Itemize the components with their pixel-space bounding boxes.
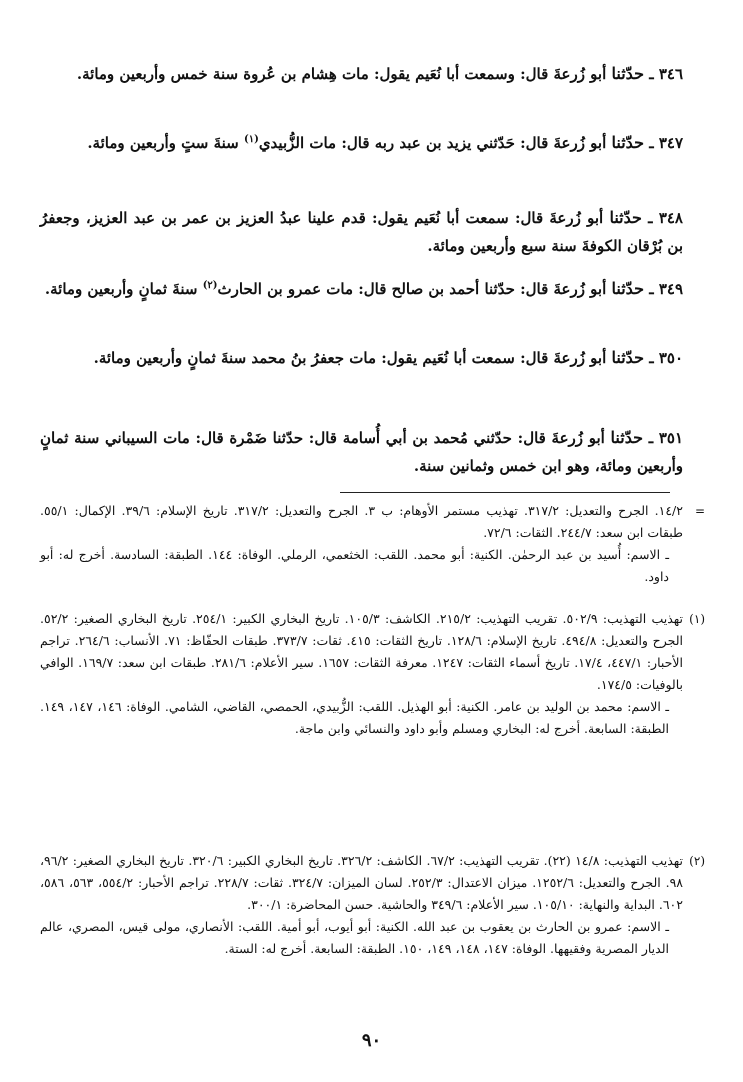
entry-346 [40, 60, 683, 88]
entry-text: أبو زُرعةَ قال: وسمعت أبا نُعَيم يقول: مات هِشام بن عُروة سنة خمس وأربعين ومائة. [76, 65, 607, 83]
entry-number: ٣٥١ ـ [648, 429, 683, 447]
entry-number: ٣٤٦ ـ [649, 65, 683, 83]
footnote-line: ـ الاسم: عمرو بن الحارث بن يعقوب بن عبد الله. الكنية: أبو أيوب، أبو أمية. اللقب: الأنصاري، مولى قيس، المصري، عالم الديار المصرية وفقيهها. الوفاة: ١٤٧، ١٤٨، ١٤٩، ١٥٠. الطبقة: السابعة. أخرج له: الستة. [40, 919, 669, 956]
footnote-2 [40, 850, 705, 960]
entry-heading: حدّثنا [611, 348, 644, 367]
entry-number: ٣٥٠ ـ [649, 349, 683, 367]
footnote-1 [40, 608, 705, 740]
footnote-mark: (٢) [689, 854, 705, 868]
entry-heading: حدّثنا [610, 428, 643, 447]
footnote-continued [40, 500, 705, 588]
entry-text-cont: سنةَ ثمانٍ وأربعين ومائة. [44, 280, 198, 298]
entry-351 [40, 424, 683, 480]
entry-heading: حدّثنا [609, 208, 642, 227]
footnote-separator [340, 492, 670, 493]
footnote-line: تهذيب التهذيب: ١٤/٨ (٢٢). تقريب التهذيب: ٦٧/٢. الكاشف: ٣٢٦/٢. تاريخ البخاري الكبير: ٣٢٠/٦. تاريخ البخاري الصغير: ٩٦/٢، ٩٨. الجرح والتعديل: ١٢٥٢/٦. ميزان الاعتدال: ٢٥٢/٣. لسان الميزان: ٣٢٤/٧. ثقات: ٢٢٨/٧. تراجم الأحبار: ٥٥٤/٢، ٥٦٣، ٥٨٦، ٦٠٢. البداية والنهاية: ١٠٥/١٠. سير الأعلام: ٣٤٩/٦ والحاشية. حسن المحاضرة: ٣٠٠/١. [40, 853, 683, 912]
entry-number: ٣٤٧ ـ [649, 134, 683, 152]
footnote-line: ـ الاسم: أُسيد بن عبد الرحمٰن. الكنية: أبو محمد. اللقب: الخثعمي، الرملي. الوفاة: ١٤٤. الطبقة: السادسة. أخرج له: أبو داود. [40, 547, 670, 584]
entry-348 [40, 204, 683, 260]
entry-heading: حدّثنا [611, 64, 644, 83]
page-number: ٩٠ [361, 1030, 382, 1051]
footnote-line: ١٤/٢. الجرح والتعديل: ٣١٧/٢. تهذيب مستمر الأوهام: ب ٣. الجرح والتعديل: ٣١٧/٢. تاريخ الإسلام: ٣٩/٦. الإكمال: ٥٥/١. طبقات ابن سعد: ٢٤٤/٧. الثقات: ٧٢/٦. [40, 503, 683, 540]
footnote-ref[interactable]: (١) [243, 134, 259, 145]
footnote-line: ـ الاسم: محمد بن الوليد بن عامر. الكنية: أبو الهذيل. اللقب: الزُّبيدي، الحمصي، القاضي، الشامي. الوفاة: ١٤٦، ١٤٧، ١٤٩. الطبقة: السابعة. أخرج له: البخاري ومسلم وأبو داود والنسائي وابن ماجة. [40, 699, 669, 736]
entry-heading: حدّثنا [611, 133, 644, 152]
entry-text: أبو زُرعةَ قال: حدّثنا أحمد بن صالح قال: مات عمرو بن الحارث [217, 280, 607, 298]
entry-number: ٣٤٩ ـ [649, 280, 683, 298]
entry-350 [40, 344, 683, 372]
entry-text: أبو زُرعةَ قال: حَدّثني يزيد بن عبد ربه قال: مات الزُّبيدي [258, 134, 607, 152]
footnote-mark: (١) [689, 612, 705, 626]
entry-text: أبو زُرعةَ قال: حدّثني مُحمد بن أبي أُسامة قال: حدّثنا ضَمْرة قال: مات السيباني سنة ثمانٍ وأربعين ومائة، وهو ابن خمس وثمانين سنة. [40, 429, 683, 475]
entry-text: أبو زُرعةَ قال: سمعت أبا نُعَيم يقول: مات جعفرُ بنُ محمد سنةَ ثمانٍ وأربعين ومائة. [93, 349, 607, 367]
entry-text-cont: سنةَ ستٍ وأربعين ومائة. [87, 134, 239, 152]
footnote-line: تهذيب التهذيب: ٥٠٢/٩. تقريب التهذيب: ٢١٥/٢. الكاشف: ١٠٥/٣. تاريخ البخاري الكبير: ٢٥٤/١. تاريخ البخاري الصغير: ٥٢/٢. الجرح والتعديل: ٤٩٤/٨. تاريخ الإسلام: ١٢٨/٦. تاريخ الثقات: ٤١٥. ثقات: ٣٧٣/٧. طبقات الحفّاظ: ٧١. الأنساب: ٢٦٤/٦. تراجم الأحبار: ٤٤٧/١، ١٧/٤. تاريخ أسماء الثقات: ١٢٤٧. معرفة الثقات: ١٦٥٧. سير الأعلام: ٢٨١/٦. طبقات ابن سعد: ١٦٩/٧. الوافي بالوفيات: ١٧٤/٥. [40, 611, 684, 692]
footnote-ref[interactable]: (٢) [202, 280, 218, 291]
entry-349 [40, 272, 683, 303]
entry-number: ٣٤٨ ـ [648, 209, 683, 227]
entry-347 [40, 126, 683, 157]
entry-text: أبو زُرعةَ قال: سمعت أبا نُعَيم يقول: قدم علينا عبدُ العزيز بن عمر بن عبد العزيز، وجعفرُ بن بُرْقان الكوفةَ سنة سبع وأربعين ومائة. [40, 209, 683, 255]
entry-heading: حدّثنا [611, 279, 644, 298]
footnote-mark: = [694, 504, 705, 518]
